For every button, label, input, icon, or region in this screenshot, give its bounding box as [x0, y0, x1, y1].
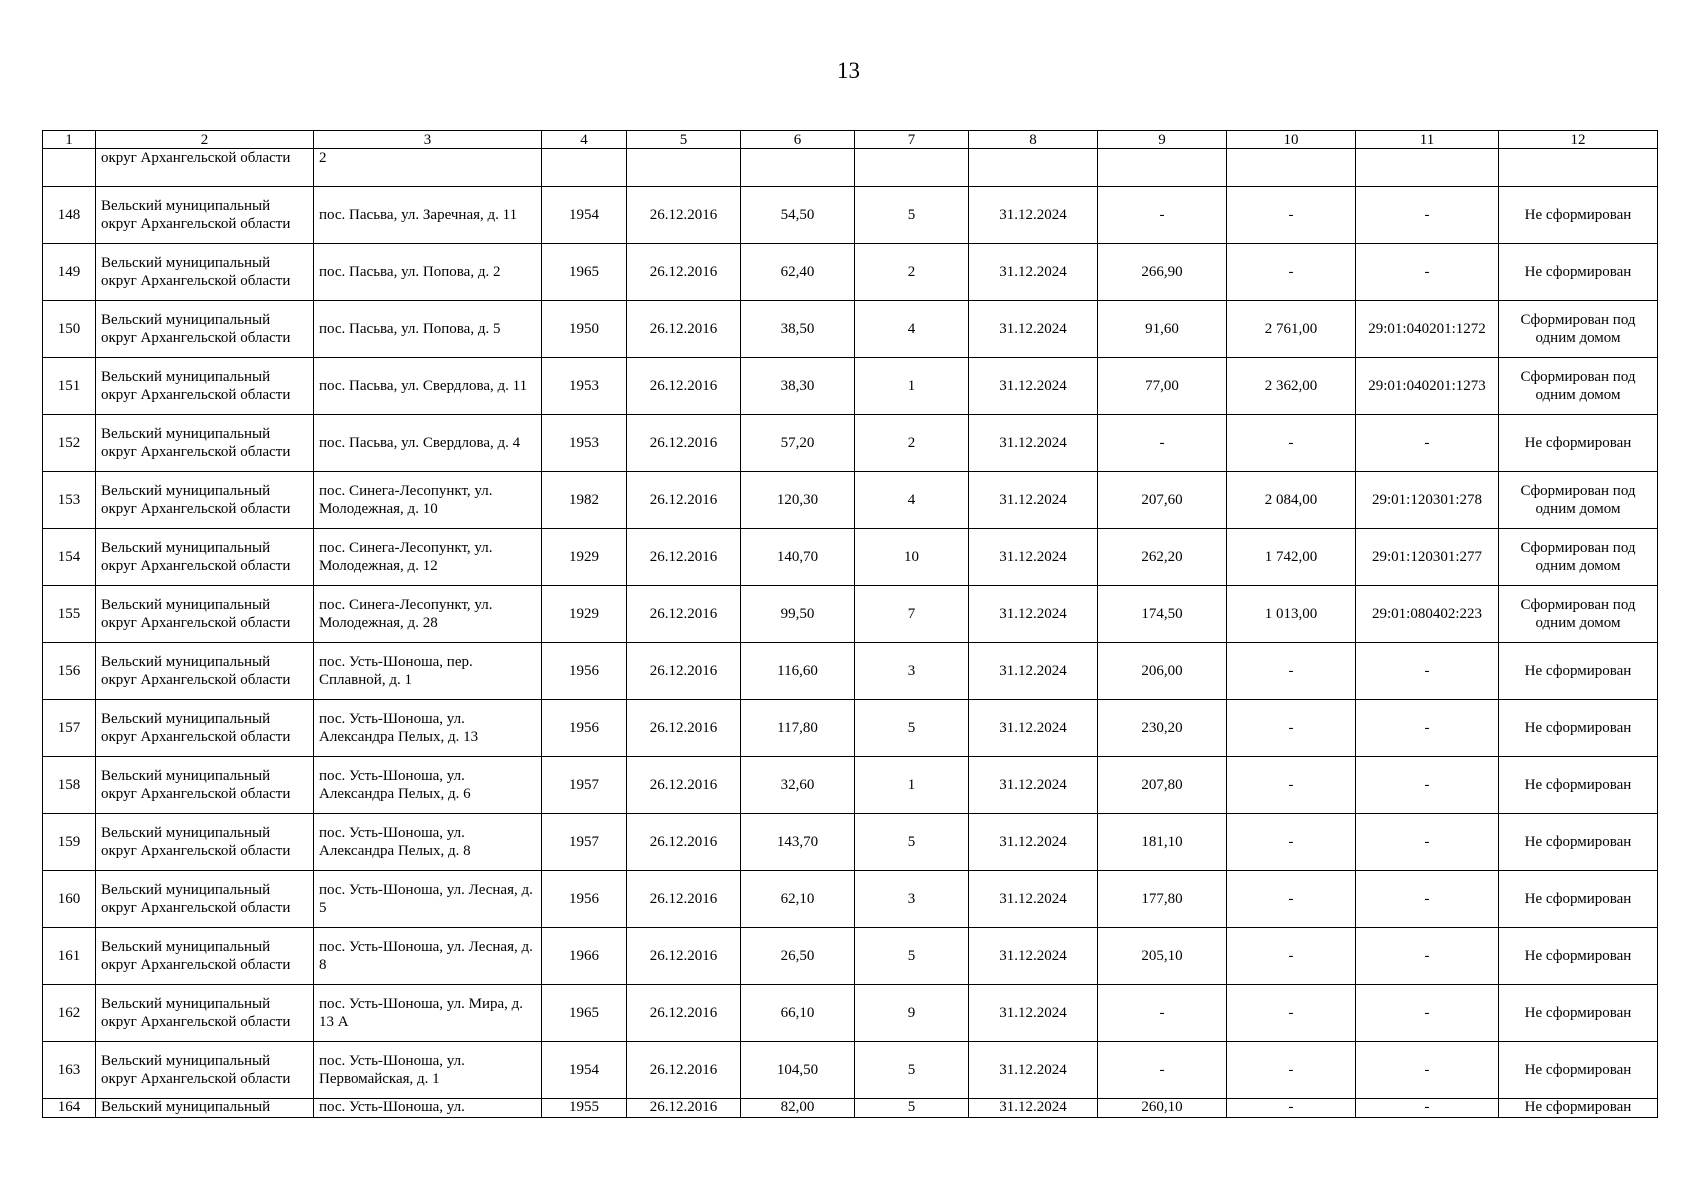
cell-residents: 10 [855, 529, 969, 586]
cell-cadastral-number: - [1356, 928, 1499, 985]
cell-relocation-date: 31.12.2024 [969, 415, 1098, 472]
cell-address: пос. Пасьва, ул. Попова, д. 2 [314, 244, 542, 301]
cell-municipality: Вельский муниципальный округ Архангельской области [96, 757, 314, 814]
cell-area: 99,50 [741, 586, 855, 643]
cell-build-year: 1950 [542, 301, 627, 358]
cell-recognition-date: 26.12.2016 [627, 1042, 741, 1099]
cell-build-year: 1957 [542, 757, 627, 814]
cell-build-year: 1953 [542, 415, 627, 472]
cell-area: 32,60 [741, 757, 855, 814]
cell-area: 117,80 [741, 700, 855, 757]
cell-cadastral-number: - [1356, 244, 1499, 301]
cell-area: 38,50 [741, 301, 855, 358]
cell-residents: 5 [855, 187, 969, 244]
cell-relocation-date: 31.12.2024 [969, 871, 1098, 928]
cell-municipality: Вельский муниципальный округ Архангельской области [96, 1042, 314, 1099]
cell-cadastral-number [1356, 149, 1499, 187]
column-header-11: 11 [1356, 131, 1499, 149]
column-header-9: 9 [1098, 131, 1227, 149]
cell-recognition-date: 26.12.2016 [627, 928, 741, 985]
column-header-8: 8 [969, 131, 1098, 149]
column-number-header-row [43, 131, 1658, 149]
cell-land-area-built: 206,00 [1098, 643, 1227, 700]
cell-build-year: 1956 [542, 643, 627, 700]
cell-land-area-built: - [1098, 1042, 1227, 1099]
cell-municipality: Вельский муниципальный округ Архангельской области [96, 928, 314, 985]
table-row [43, 814, 1658, 871]
cell-land-plot-area: 1 742,00 [1227, 529, 1356, 586]
cell-address: пос. Пасьва, ул. Заречная, д. 11 [314, 187, 542, 244]
cell-recognition-date: 26.12.2016 [627, 244, 741, 301]
cell-cadastral-number: - [1356, 187, 1499, 244]
cell-residents: 4 [855, 301, 969, 358]
cell-land-plot-area: - [1227, 643, 1356, 700]
cell-residents: 2 [855, 415, 969, 472]
cell-land-area-built: 266,90 [1098, 244, 1227, 301]
cell-address: пос. Пасьва, ул. Попова, д. 5 [314, 301, 542, 358]
table-row [43, 529, 1658, 586]
cell-relocation-date: 31.12.2024 [969, 1042, 1098, 1099]
cell-build-year [542, 149, 627, 187]
cell-row-number: 152 [43, 415, 96, 472]
cell-residents: 7 [855, 586, 969, 643]
cell-municipality: Вельский муниципальный округ Архангельской области [96, 985, 314, 1042]
cell-municipality: Вельский муниципальный округ Архангельской области [96, 187, 314, 244]
cell-relocation-date: 31.12.2024 [969, 757, 1098, 814]
table-row [43, 358, 1658, 415]
table-row [43, 643, 1658, 700]
column-header-4: 4 [542, 131, 627, 149]
cell-area: 104,50 [741, 1042, 855, 1099]
cell-recognition-date: 26.12.2016 [627, 358, 741, 415]
cell-residents [855, 149, 969, 187]
cell-row-number: 164 [43, 1099, 96, 1118]
cell-land-area-built: 207,80 [1098, 757, 1227, 814]
cell-row-number: 154 [43, 529, 96, 586]
cell-relocation-date: 31.12.2024 [969, 586, 1098, 643]
cell-cadastral-number: - [1356, 643, 1499, 700]
cell-land-status: Не сформирован [1499, 814, 1658, 871]
cell-land-status [1499, 149, 1658, 187]
page-number: 13 [837, 58, 860, 83]
cell-address: пос. Усть-Шоноша, ул. Лесная, д. 8 [314, 928, 542, 985]
table-body [43, 149, 1658, 1118]
cell-residents: 5 [855, 1042, 969, 1099]
cell-cadastral-number: - [1356, 985, 1499, 1042]
cell-row-number: 151 [43, 358, 96, 415]
cell-build-year: 1982 [542, 472, 627, 529]
column-header-6: 6 [741, 131, 855, 149]
housing-registry-table [42, 130, 1658, 1118]
cell-row-number [43, 149, 96, 187]
cell-recognition-date: 26.12.2016 [627, 814, 741, 871]
cell-recognition-date: 26.12.2016 [627, 415, 741, 472]
cell-land-status: Не сформирован [1499, 757, 1658, 814]
cell-land-area-built: - [1098, 415, 1227, 472]
cell-cadastral-number: 29:01:040201:1273 [1356, 358, 1499, 415]
cell-address: пос. Усть-Шоноша, ул. Первомайская, д. 1 [314, 1042, 542, 1099]
cell-cadastral-number: - [1356, 814, 1499, 871]
cell-address: пос. Усть-Шоноша, ул. [314, 1099, 542, 1118]
cell-address: пос. Пасьва, ул. Свердлова, д. 4 [314, 415, 542, 472]
cell-recognition-date [627, 149, 741, 187]
cell-relocation-date: 31.12.2024 [969, 187, 1098, 244]
table-row [43, 757, 1658, 814]
cell-land-status: Не сформирован [1499, 1042, 1658, 1099]
cell-land-area-built: 205,10 [1098, 928, 1227, 985]
cell-land-status: Сформирован под одним домом [1499, 358, 1658, 415]
cell-area: 66,10 [741, 985, 855, 1042]
cell-cadastral-number: 29:01:040201:1272 [1356, 301, 1499, 358]
cell-residents: 5 [855, 1099, 969, 1118]
cell-recognition-date: 26.12.2016 [627, 757, 741, 814]
cell-land-plot-area: - [1227, 244, 1356, 301]
table-row [43, 928, 1658, 985]
cell-recognition-date: 26.12.2016 [627, 301, 741, 358]
cell-land-plot-area: - [1227, 700, 1356, 757]
cell-land-status: Сформирован под одним домом [1499, 301, 1658, 358]
table-row [43, 700, 1658, 757]
cell-area: 120,30 [741, 472, 855, 529]
table-row [43, 985, 1658, 1042]
cell-relocation-date: 31.12.2024 [969, 985, 1098, 1042]
cell-land-status: Сформирован под одним домом [1499, 586, 1658, 643]
cell-address: пос. Синега-Лесопункт, ул. Молодежная, д. 12 [314, 529, 542, 586]
cell-recognition-date: 26.12.2016 [627, 529, 741, 586]
cell-relocation-date [969, 149, 1098, 187]
cell-area: 54,50 [741, 187, 855, 244]
cell-recognition-date: 26.12.2016 [627, 187, 741, 244]
column-header-5: 5 [627, 131, 741, 149]
cell-address: пос. Пасьва, ул. Свердлова, д. 11 [314, 358, 542, 415]
cell-recognition-date: 26.12.2016 [627, 985, 741, 1042]
cell-build-year: 1929 [542, 529, 627, 586]
cell-cadastral-number: - [1356, 871, 1499, 928]
cell-cadastral-number: - [1356, 415, 1499, 472]
cell-land-status: Не сформирован [1499, 643, 1658, 700]
cell-land-status: Не сформирован [1499, 871, 1658, 928]
cell-land-status: Не сформирован [1499, 415, 1658, 472]
cell-municipality: Вельский муниципальный округ Архангельской области [96, 700, 314, 757]
cell-row-number: 155 [43, 586, 96, 643]
cell-row-number: 157 [43, 700, 96, 757]
cell-municipality: Вельский муниципальный округ Архангельской области [96, 814, 314, 871]
cell-cadastral-number: - [1356, 1099, 1499, 1118]
cell-land-plot-area: - [1227, 928, 1356, 985]
cell-area: 38,30 [741, 358, 855, 415]
cell-address: 2 [314, 149, 542, 187]
cell-relocation-date: 31.12.2024 [969, 1099, 1098, 1118]
cell-address: пос. Синега-Лесопункт, ул. Молодежная, д. 28 [314, 586, 542, 643]
cell-relocation-date: 31.12.2024 [969, 928, 1098, 985]
cell-land-area-built: 230,20 [1098, 700, 1227, 757]
cell-recognition-date: 26.12.2016 [627, 472, 741, 529]
cell-row-number: 158 [43, 757, 96, 814]
cell-land-status: Не сформирован [1499, 1099, 1658, 1118]
table-row [43, 149, 1658, 187]
cell-relocation-date: 31.12.2024 [969, 358, 1098, 415]
cell-cadastral-number: - [1356, 757, 1499, 814]
cell-address: пос. Усть-Шоноша, ул. Лесная, д. 5 [314, 871, 542, 928]
cell-land-plot-area: 2 761,00 [1227, 301, 1356, 358]
column-header-1: 1 [43, 131, 96, 149]
cell-residents: 5 [855, 814, 969, 871]
cell-land-plot-area: - [1227, 871, 1356, 928]
cell-land-plot-area: - [1227, 1099, 1356, 1118]
cell-area: 57,20 [741, 415, 855, 472]
cell-relocation-date: 31.12.2024 [969, 814, 1098, 871]
cell-residents: 1 [855, 358, 969, 415]
cell-build-year: 1957 [542, 814, 627, 871]
cell-land-area-built: 181,10 [1098, 814, 1227, 871]
table-row [43, 472, 1658, 529]
column-header-3: 3 [314, 131, 542, 149]
cell-address: пос. Усть-Шоноша, ул. Мира, д. 13 А [314, 985, 542, 1042]
table-row [43, 586, 1658, 643]
cell-land-area-built [1098, 149, 1227, 187]
table-row [43, 244, 1658, 301]
cell-land-plot-area: - [1227, 757, 1356, 814]
cell-address: пос. Усть-Шоноша, ул. Александра Пелых, д. 13 [314, 700, 542, 757]
cell-recognition-date: 26.12.2016 [627, 700, 741, 757]
cell-land-status: Не сформирован [1499, 700, 1658, 757]
cell-row-number: 163 [43, 1042, 96, 1099]
cell-recognition-date: 26.12.2016 [627, 1099, 741, 1118]
cell-address: пос. Усть-Шоноша, ул. Александра Пелых, д. 8 [314, 814, 542, 871]
column-header-2: 2 [96, 131, 314, 149]
cell-build-year: 1953 [542, 358, 627, 415]
cell-relocation-date: 31.12.2024 [969, 472, 1098, 529]
cell-recognition-date: 26.12.2016 [627, 643, 741, 700]
cell-land-area-built: - [1098, 187, 1227, 244]
cell-land-area-built: 77,00 [1098, 358, 1227, 415]
cell-land-area-built: 207,60 [1098, 472, 1227, 529]
cell-build-year: 1954 [542, 1042, 627, 1099]
table-row [43, 1099, 1658, 1118]
cell-build-year: 1966 [542, 928, 627, 985]
cell-municipality: округ Архангельской области [96, 149, 314, 187]
table-row [43, 1042, 1658, 1099]
cell-land-plot-area: - [1227, 1042, 1356, 1099]
cell-land-plot-area: - [1227, 814, 1356, 871]
cell-row-number: 153 [43, 472, 96, 529]
cell-address: пос. Усть-Шоноша, ул. Александра Пелых, д. 6 [314, 757, 542, 814]
table-row [43, 301, 1658, 358]
cell-area [741, 149, 855, 187]
cell-land-area-built: 91,60 [1098, 301, 1227, 358]
cell-municipality: Вельский муниципальный округ Архангельской области [96, 244, 314, 301]
cell-land-plot-area: 2 362,00 [1227, 358, 1356, 415]
cell-area: 82,00 [741, 1099, 855, 1118]
cell-land-status: Не сформирован [1499, 187, 1658, 244]
cell-relocation-date: 31.12.2024 [969, 244, 1098, 301]
cell-area: 143,70 [741, 814, 855, 871]
cell-municipality: Вельский муниципальный округ Архангельской области [96, 529, 314, 586]
cell-area: 116,60 [741, 643, 855, 700]
cell-residents: 5 [855, 928, 969, 985]
cell-municipality: Вельский муниципальный округ Архангельской области [96, 586, 314, 643]
cell-row-number: 160 [43, 871, 96, 928]
cell-area: 26,50 [741, 928, 855, 985]
cell-municipality: Вельский муниципальный округ Архангельской области [96, 643, 314, 700]
cell-land-status: Сформирован под одним домом [1499, 529, 1658, 586]
cell-relocation-date: 31.12.2024 [969, 529, 1098, 586]
cell-area: 140,70 [741, 529, 855, 586]
cell-recognition-date: 26.12.2016 [627, 586, 741, 643]
cell-residents: 3 [855, 643, 969, 700]
cell-municipality: Вельский муниципальный округ Архангельской области [96, 472, 314, 529]
cell-land-plot-area: - [1227, 415, 1356, 472]
cell-build-year: 1954 [542, 187, 627, 244]
cell-municipality: Вельский муниципальный округ Архангельской области [96, 415, 314, 472]
cell-municipality: Вельский муниципальный [96, 1099, 314, 1118]
cell-land-plot-area: 2 084,00 [1227, 472, 1356, 529]
cell-row-number: 156 [43, 643, 96, 700]
cell-build-year: 1929 [542, 586, 627, 643]
cell-build-year: 1965 [542, 985, 627, 1042]
cell-recognition-date: 26.12.2016 [627, 871, 741, 928]
cell-row-number: 149 [43, 244, 96, 301]
table-row [43, 415, 1658, 472]
cell-residents: 2 [855, 244, 969, 301]
cell-land-status: Не сформирован [1499, 244, 1658, 301]
cell-land-plot-area: - [1227, 187, 1356, 244]
column-header-7: 7 [855, 131, 969, 149]
cell-row-number: 148 [43, 187, 96, 244]
cell-municipality: Вельский муниципальный округ Архангельской области [96, 301, 314, 358]
cell-area: 62,40 [741, 244, 855, 301]
cell-residents: 9 [855, 985, 969, 1042]
cell-land-area-built: 262,20 [1098, 529, 1227, 586]
column-header-12: 12 [1499, 131, 1658, 149]
table-row [43, 187, 1658, 244]
cell-row-number: 162 [43, 985, 96, 1042]
cell-land-area-built: 177,80 [1098, 871, 1227, 928]
cell-address: пос. Усть-Шоноша, пер. Сплавной, д. 1 [314, 643, 542, 700]
cell-row-number: 150 [43, 301, 96, 358]
cell-land-status: Не сформирован [1499, 928, 1658, 985]
cell-cadastral-number: - [1356, 1042, 1499, 1099]
cell-residents: 5 [855, 700, 969, 757]
cell-residents: 3 [855, 871, 969, 928]
cell-build-year: 1955 [542, 1099, 627, 1118]
cell-land-plot-area: 1 013,00 [1227, 586, 1356, 643]
cell-relocation-date: 31.12.2024 [969, 643, 1098, 700]
cell-relocation-date: 31.12.2024 [969, 700, 1098, 757]
cell-cadastral-number: 29:01:080402:223 [1356, 586, 1499, 643]
cell-land-area-built: - [1098, 985, 1227, 1042]
cell-row-number: 161 [43, 928, 96, 985]
cell-cadastral-number: - [1356, 700, 1499, 757]
cell-row-number: 159 [43, 814, 96, 871]
cell-build-year: 1956 [542, 700, 627, 757]
cell-land-area-built: 260,10 [1098, 1099, 1227, 1118]
cell-land-plot-area [1227, 149, 1356, 187]
cell-land-status: Не сформирован [1499, 985, 1658, 1042]
column-header-10: 10 [1227, 131, 1356, 149]
cell-build-year: 1956 [542, 871, 627, 928]
cell-cadastral-number: 29:01:120301:278 [1356, 472, 1499, 529]
cell-address: пос. Синега-Лесопункт, ул. Молодежная, д. 10 [314, 472, 542, 529]
cell-build-year: 1965 [542, 244, 627, 301]
cell-land-status: Сформирован под одним домом [1499, 472, 1658, 529]
cell-residents: 1 [855, 757, 969, 814]
cell-relocation-date: 31.12.2024 [969, 301, 1098, 358]
cell-municipality: Вельский муниципальный округ Архангельской области [96, 871, 314, 928]
cell-area: 62,10 [741, 871, 855, 928]
cell-residents: 4 [855, 472, 969, 529]
cell-land-area-built: 174,50 [1098, 586, 1227, 643]
table-row [43, 871, 1658, 928]
cell-land-plot-area: - [1227, 985, 1356, 1042]
cell-cadastral-number: 29:01:120301:277 [1356, 529, 1499, 586]
cell-municipality: Вельский муниципальный округ Архангельской области [96, 358, 314, 415]
